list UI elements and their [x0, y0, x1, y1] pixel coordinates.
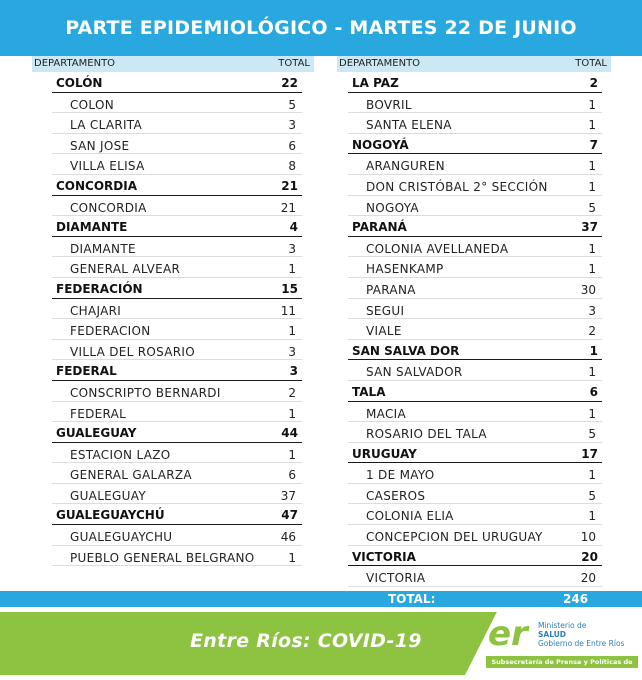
locality-name: VILLA ELISA [70, 159, 145, 174]
department-total: 37 [581, 220, 598, 235]
locality-row [52, 463, 302, 484]
department-name: SAN SALVA DOR [352, 343, 460, 358]
locality-row [52, 484, 302, 505]
department-total: 20 [581, 549, 598, 564]
locality-count: 1 [288, 550, 296, 565]
locality-row [52, 237, 302, 258]
locality-count: 2 [588, 324, 596, 339]
department-header [348, 381, 602, 402]
department-total: 3 [289, 364, 298, 379]
locality-count: 5 [588, 488, 596, 503]
left-column-header [32, 56, 314, 72]
department-header [52, 504, 302, 525]
locality-name: COLONIA AVELLANEDA [366, 241, 509, 256]
locality-row [348, 360, 602, 381]
locality-row [348, 93, 602, 114]
locality-row [52, 340, 302, 361]
logo-salud-line: SALUD [538, 630, 567, 639]
department-header [52, 72, 302, 93]
locality-row [52, 93, 302, 114]
locality-row [348, 422, 602, 443]
locality-count: 1 [588, 241, 596, 256]
locality-count: 1 [588, 365, 596, 380]
locality-count: 1 [588, 468, 596, 483]
left-department-list [52, 72, 302, 566]
locality-count: 21 [280, 200, 296, 215]
locality-row [52, 525, 302, 546]
locality-count: 37 [280, 488, 296, 503]
right-department-list [348, 72, 602, 587]
locality-name: VILLA DEL ROSARIO [70, 344, 195, 359]
locality-count: 6 [288, 138, 296, 153]
locality-count: 30 [580, 282, 596, 297]
department-name: GUALEGUAY [56, 426, 137, 441]
locality-count: 2 [288, 385, 296, 400]
department-header [52, 278, 302, 299]
locality-row [52, 546, 302, 567]
locality-name: COLONIA ELIA [366, 509, 454, 524]
locality-name: DON CRISTÓBAL 2° SECCIÓN [366, 179, 548, 194]
department-name: PARANÁ [352, 220, 407, 235]
department-total: 6 [589, 384, 598, 399]
right-column-header [337, 56, 611, 72]
locality-row [52, 154, 302, 175]
department-header [348, 216, 602, 237]
locality-name: SANTA ELENA [366, 118, 452, 133]
locality-name: ESTACION LAZO [70, 447, 171, 462]
department-name: COLÓN [56, 76, 103, 90]
locality-count: 5 [288, 97, 296, 112]
locality-count: 8 [288, 159, 296, 174]
locality-row [348, 525, 602, 546]
locality-name: GENERAL ALVEAR [70, 262, 181, 277]
locality-name: COLON [70, 97, 115, 112]
locality-count: 6 [288, 468, 296, 483]
locality-row [52, 257, 302, 278]
locality-row [52, 381, 302, 402]
department-name: DIAMANTE [56, 220, 128, 235]
locality-row [348, 113, 602, 134]
department-header [52, 216, 302, 237]
locality-name: GUALEGUAY [70, 488, 146, 503]
department-header [348, 134, 602, 155]
department-header [348, 72, 602, 93]
entre-rios-logo: er [488, 614, 528, 654]
locality-count: 3 [288, 241, 296, 256]
department-total: 1 [589, 343, 598, 358]
locality-count: 46 [280, 530, 296, 545]
locality-row [348, 299, 602, 320]
locality-name: PUEBLO GENERAL BELGRANO [70, 550, 255, 565]
locality-name: GUALEGUAYCHU [70, 530, 173, 545]
locality-name: VICTORIA [366, 571, 426, 586]
locality-name: NOGOYA [366, 200, 419, 215]
locality-row [52, 196, 302, 217]
department-name: LA PAZ [352, 76, 399, 90]
locality-row [348, 154, 602, 175]
locality-name: CONCEPCION DEL URUGUAY [366, 530, 543, 545]
locality-row [348, 463, 602, 484]
total-label: TOTAL: [388, 592, 436, 606]
department-header [52, 360, 302, 381]
locality-row [348, 196, 602, 217]
locality-row [348, 566, 602, 587]
locality-count: 10 [580, 530, 596, 545]
left-total-header: TOTAL [278, 58, 310, 69]
department-header [348, 340, 602, 361]
department-total: 44 [281, 426, 298, 441]
logo-ministry-line: Ministerio de [538, 621, 587, 630]
locality-name: MACIA [366, 406, 406, 421]
locality-count: 5 [588, 427, 596, 442]
report-title: PARTE EPIDEMIOLÓGICO - MARTES 22 DE JUNIO [0, 0, 642, 56]
department-total: 21 [281, 178, 298, 193]
locality-count: 1 [588, 179, 596, 194]
locality-row [348, 257, 602, 278]
locality-name: HASENKAMP [366, 262, 444, 277]
department-total: 47 [281, 508, 298, 523]
locality-row [348, 278, 602, 299]
locality-name: ROSARIO DEL TALA [366, 427, 487, 442]
locality-name: VIALE [366, 324, 402, 339]
department-name: URUGUAY [352, 446, 417, 461]
total-value: 246 [563, 592, 589, 606]
locality-count: 11 [280, 303, 296, 318]
locality-name: CONCORDIA [70, 200, 147, 215]
left-dept-header: DEPARTAMENTO [34, 58, 116, 69]
locality-row [348, 484, 602, 505]
locality-count: 3 [288, 344, 296, 359]
locality-name: GENERAL GALARZA [70, 468, 192, 483]
locality-name: SAN JOSE [70, 138, 130, 153]
department-total: 22 [281, 76, 298, 90]
department-total: 2 [589, 76, 598, 90]
locality-name: DIAMANTE [70, 241, 136, 256]
department-header [52, 422, 302, 443]
locality-row [52, 134, 302, 155]
locality-count: 1 [588, 159, 596, 174]
department-name: GUALEGUAYCHÚ [56, 508, 165, 523]
total-bar [0, 591, 642, 607]
department-header [348, 443, 602, 464]
locality-count: 1 [588, 118, 596, 133]
department-total: 7 [589, 137, 598, 152]
locality-name: FEDERAL [70, 406, 127, 421]
right-total-header: TOTAL [575, 58, 607, 69]
locality-count: 3 [588, 303, 596, 318]
locality-row [52, 319, 302, 340]
locality-name: ARANGUREN [366, 159, 445, 174]
department-name: TALA [352, 384, 386, 399]
locality-count: 1 [588, 97, 596, 112]
locality-row [52, 443, 302, 464]
department-total: 15 [281, 281, 298, 296]
footer-title: Entre Ríos: COVID-19 [190, 630, 422, 652]
locality-name: CHAJARI [70, 303, 122, 318]
right-dept-header: DEPARTAMENTO [339, 58, 421, 69]
locality-count: 1 [588, 262, 596, 277]
locality-name: SEGUI [366, 303, 405, 318]
locality-row [348, 319, 602, 340]
locality-row [348, 402, 602, 423]
locality-count: 1 [588, 509, 596, 524]
locality-count: 1 [288, 406, 296, 421]
locality-count: 5 [588, 200, 596, 215]
locality-count: 20 [580, 571, 596, 586]
locality-name: 1 DE MAYO [366, 468, 435, 483]
logo-subtitle: Subsecretaría de Prensa y Políticas de Comunicación [486, 656, 638, 668]
locality-row [348, 237, 602, 258]
locality-count: 3 [288, 118, 296, 133]
department-total: 17 [581, 446, 598, 461]
logo-government-line: Gobierno de Entre Ríos [538, 639, 625, 648]
locality-name: CONSCRIPTO BERNARDI [70, 385, 221, 400]
locality-count: 1 [288, 447, 296, 462]
locality-row [348, 175, 602, 196]
locality-name: SAN SALVADOR [366, 365, 463, 380]
locality-row [52, 113, 302, 134]
locality-row [52, 299, 302, 320]
department-header [52, 175, 302, 196]
department-name: NOGOYÁ [352, 137, 409, 152]
locality-name: PARANA [366, 282, 416, 297]
locality-row [348, 504, 602, 525]
department-name: FEDERACIÓN [56, 281, 143, 296]
department-total: 4 [289, 220, 298, 235]
locality-name: CASEROS [366, 488, 426, 503]
locality-count: 1 [288, 324, 296, 339]
locality-name: LA CLARITA [70, 118, 143, 133]
locality-row [52, 402, 302, 423]
department-name: FEDERAL [56, 364, 117, 379]
locality-name: FEDERACION [70, 324, 151, 339]
department-name: VICTORIA [352, 549, 416, 564]
department-header [348, 546, 602, 567]
department-name: CONCORDIA [56, 178, 138, 193]
locality-name: BOVRIL [366, 97, 412, 112]
locality-count: 1 [288, 262, 296, 277]
locality-count: 1 [588, 406, 596, 421]
